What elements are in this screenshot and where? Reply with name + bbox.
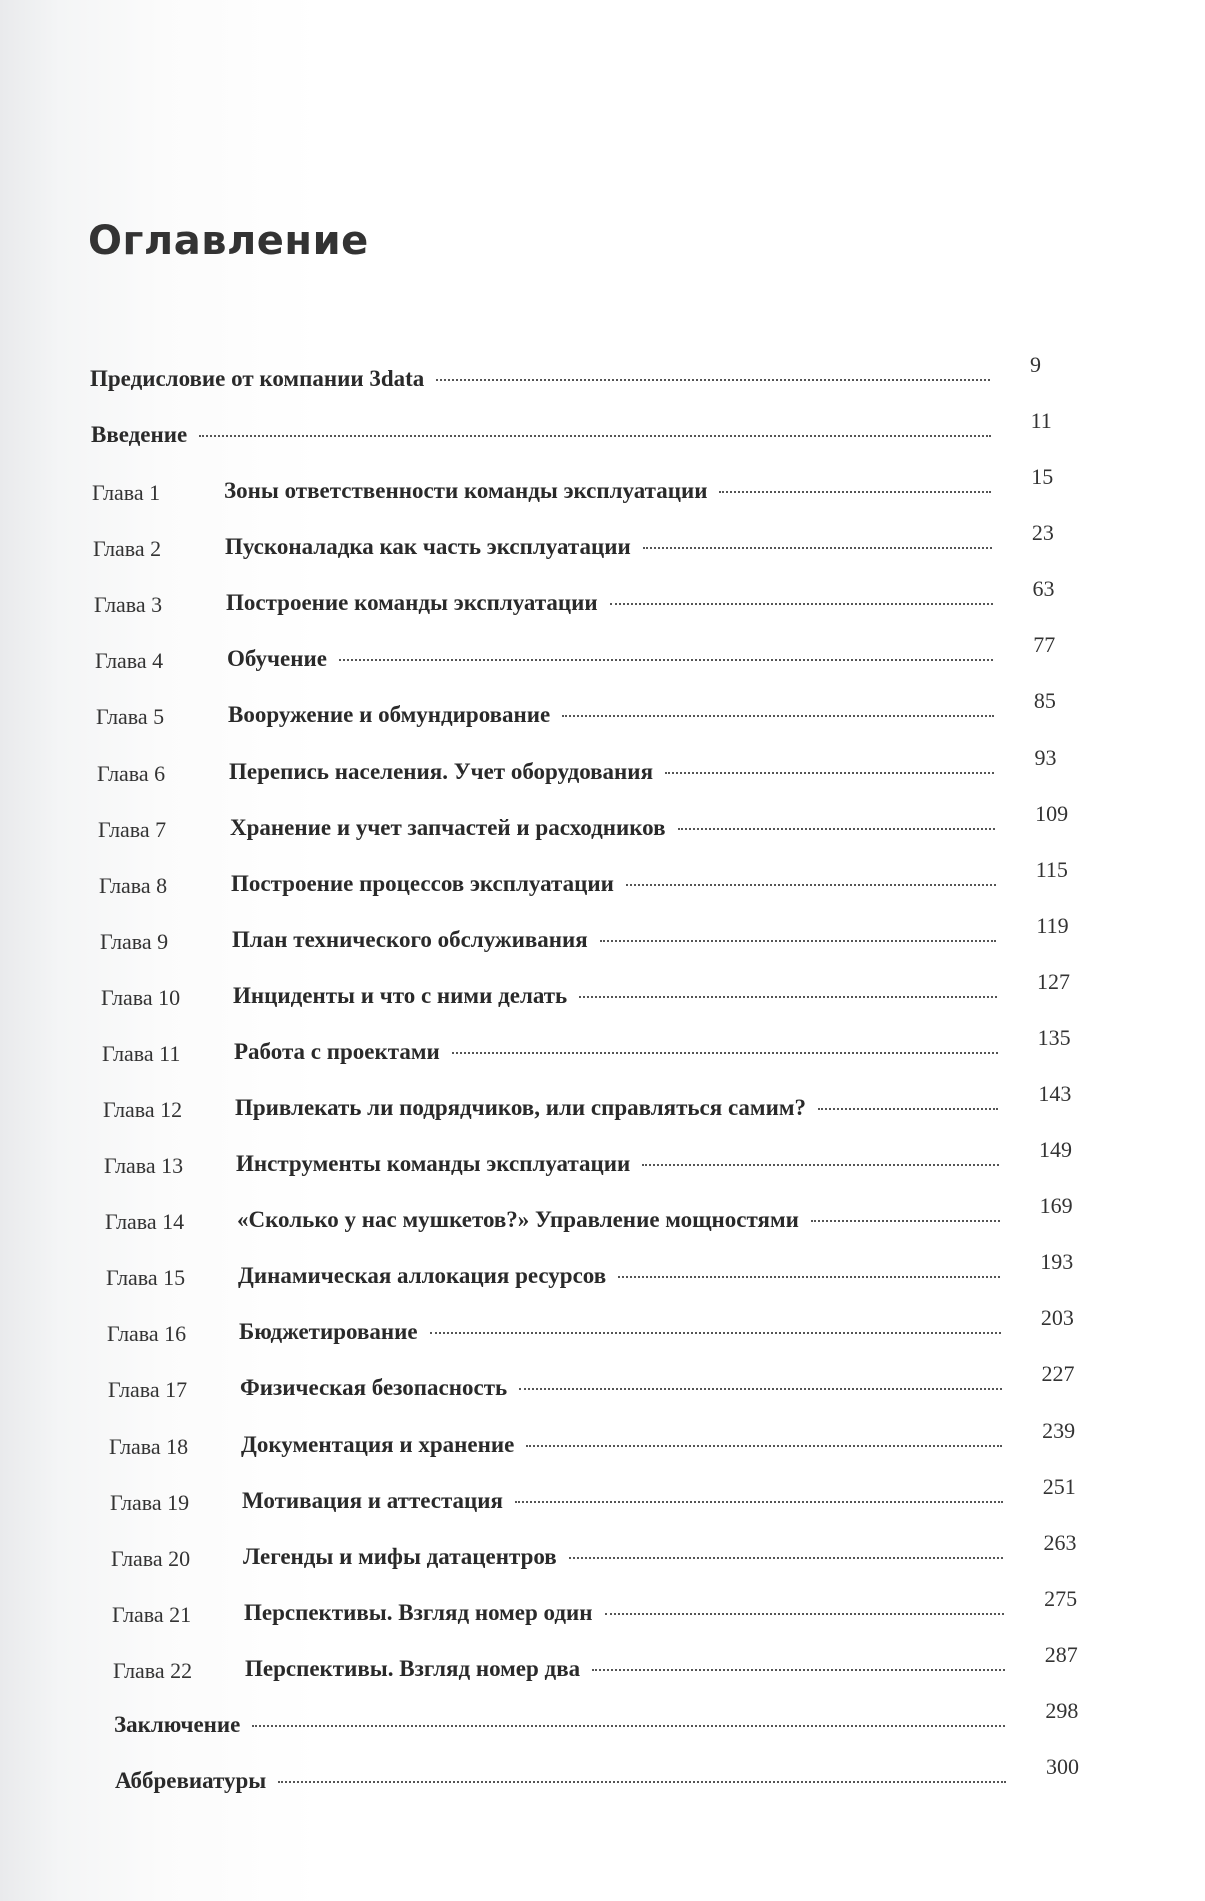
- entry-title[interactable]: Предисловие от компании 3data: [90, 366, 425, 391]
- page-number: 23: [1031, 520, 1054, 546]
- chapter-label: Глава 6: [97, 760, 166, 786]
- toc-entry[interactable]: [0, 408, 1205, 458]
- page-number: 203: [1040, 1305, 1074, 1331]
- dot-leader: [605, 1610, 1005, 1615]
- page-number: 15: [1031, 464, 1054, 490]
- entry-title[interactable]: Динамическая аллокация ресурсов: [238, 1263, 607, 1289]
- entry-title[interactable]: Построение команды эксплуатации: [226, 590, 598, 616]
- chapter-label: Глава 16: [107, 1321, 187, 1347]
- chapter-label: Глава 14: [105, 1209, 185, 1235]
- dot-leader: [526, 1442, 1002, 1447]
- chapter-label: Глава 8: [99, 872, 168, 898]
- entry-title[interactable]: Введение: [91, 422, 188, 448]
- page-number: 300: [1046, 1754, 1079, 1779]
- dot-leader: [818, 1105, 998, 1110]
- entry-title[interactable]: Перспективы. Взгляд номер один: [244, 1599, 593, 1625]
- toc-entry[interactable]: [0, 632, 1205, 682]
- dot-leader: [610, 600, 993, 605]
- toc-entry[interactable]: [0, 1249, 1205, 1299]
- toc-entry[interactable]: [0, 1697, 1205, 1748]
- entry-title[interactable]: «Сколько у нас мушкетов?» Управление мощностями: [237, 1207, 799, 1233]
- chapter-label: Глава 2: [93, 536, 162, 562]
- toc-entry[interactable]: [0, 688, 1205, 738]
- entry-title[interactable]: Пусконаладка как часть эксплуатации: [225, 534, 631, 560]
- page-number: 127: [1037, 968, 1071, 994]
- page-number: 77: [1033, 632, 1056, 658]
- entry-title[interactable]: Привлекать ли подрядчиков, или справляться самим?: [235, 1095, 807, 1121]
- dot-leader: [515, 1498, 1003, 1503]
- chapter-label: Глава 20: [111, 1545, 191, 1571]
- entry-title[interactable]: Вооружение и обмундирование: [228, 702, 551, 728]
- page-number: 275: [1044, 1585, 1078, 1611]
- dot-leader: [665, 769, 994, 774]
- toc-entry[interactable]: [0, 1137, 1205, 1187]
- dot-leader: [519, 1385, 1001, 1390]
- page-number: 149: [1038, 1137, 1072, 1163]
- toc-entry[interactable]: [0, 1193, 1205, 1243]
- dot-leader: [562, 712, 994, 717]
- entry-title[interactable]: План технического обслуживания: [232, 926, 588, 952]
- entry-title[interactable]: Перепись населения. Учет оборудования: [229, 758, 654, 784]
- chapter-label: Глава 12: [103, 1097, 183, 1123]
- entry-title[interactable]: Инциденты и что с ними делать: [233, 982, 568, 1008]
- entry-title[interactable]: Работа с проектами: [234, 1038, 440, 1064]
- dot-leader: [579, 993, 997, 998]
- dot-leader: [643, 544, 992, 549]
- toc-entry[interactable]: [0, 520, 1205, 570]
- page-number: 263: [1043, 1529, 1077, 1555]
- entry-title[interactable]: Документация и хранение: [241, 1431, 515, 1457]
- toc-entry[interactable]: [0, 1529, 1205, 1580]
- chapter-label: Глава 17: [108, 1377, 188, 1403]
- chapter-label: Глава 15: [106, 1265, 186, 1291]
- toc-entry[interactable]: [0, 1305, 1205, 1355]
- entry-title[interactable]: Обучение: [227, 646, 327, 672]
- page-number: 251: [1042, 1473, 1076, 1499]
- toc-entry[interactable]: [0, 744, 1205, 795]
- page-number: 109: [1035, 800, 1069, 826]
- entry-title[interactable]: Аббревиатуры: [115, 1768, 267, 1793]
- dot-leader: [618, 1273, 1000, 1278]
- page-number: 135: [1037, 1024, 1071, 1050]
- page-number: 239: [1042, 1417, 1076, 1443]
- dot-leader: [592, 1666, 1005, 1671]
- toc-entry[interactable]: [0, 1081, 1205, 1131]
- page-number: 227: [1041, 1361, 1075, 1387]
- page-title: Оглавление: [88, 218, 369, 264]
- page-number: 193: [1040, 1249, 1074, 1275]
- dot-leader: [452, 1049, 998, 1054]
- dot-leader: [436, 376, 990, 381]
- dot-leader: [811, 1217, 1000, 1222]
- toc-entry[interactable]: [0, 1585, 1205, 1636]
- page-number: 11: [1030, 408, 1052, 434]
- toc-entry[interactable]: [0, 576, 1205, 626]
- toc-entry[interactable]: [0, 352, 1205, 402]
- page-number: 63: [1032, 576, 1055, 602]
- page-number: 119: [1036, 912, 1069, 938]
- entry-title[interactable]: Перспективы. Взгляд номер два: [245, 1655, 581, 1681]
- entry-title[interactable]: Зоны ответственности команды эксплуатации: [224, 478, 708, 504]
- toc-entry[interactable]: [0, 1473, 1205, 1524]
- chapter-label: Глава 4: [95, 648, 164, 674]
- page-number: 115: [1035, 856, 1068, 882]
- chapter-label: Глава 13: [104, 1153, 184, 1179]
- chapter-label: Глава 9: [100, 928, 169, 954]
- toc-entry[interactable]: [0, 1641, 1205, 1692]
- dot-leader: [339, 656, 993, 661]
- entry-title[interactable]: Заключение: [114, 1711, 241, 1737]
- toc-entry[interactable]: [0, 1361, 1205, 1411]
- chapter-label: Глава 18: [109, 1433, 189, 1459]
- page-number: 143: [1038, 1081, 1072, 1107]
- dot-leader: [430, 1329, 1001, 1334]
- page-number: 85: [1033, 688, 1056, 714]
- toc-entry[interactable]: [0, 968, 1205, 1019]
- entry-title[interactable]: Хранение и учет запчастей и расходников: [230, 814, 666, 840]
- entry-title[interactable]: Легенды и мифы датацентров: [243, 1543, 557, 1569]
- dot-leader: [199, 432, 990, 437]
- toc-entry[interactable]: [0, 800, 1205, 851]
- page-number: 287: [1044, 1641, 1078, 1667]
- entry-title[interactable]: Физическая безопасность: [240, 1375, 508, 1401]
- dot-leader: [642, 1161, 999, 1166]
- page-number: 9: [1030, 352, 1041, 377]
- chapter-label: Глава 11: [102, 1040, 181, 1066]
- dot-leader: [569, 1554, 1004, 1559]
- chapter-label: Глава 7: [98, 816, 167, 842]
- chapter-label: Глава 19: [110, 1489, 190, 1515]
- page-number: 93: [1034, 744, 1057, 770]
- entry-title[interactable]: Инструменты команды эксплуатации: [236, 1151, 631, 1177]
- toc-entry[interactable]: [0, 912, 1205, 963]
- dot-leader: [600, 937, 997, 942]
- entry-title[interactable]: Мотивация и аттестация: [242, 1487, 503, 1513]
- chapter-label: Глава 21: [112, 1601, 192, 1627]
- dot-leader: [719, 488, 991, 493]
- dot-leader: [678, 825, 996, 830]
- toc-entry[interactable]: [0, 1417, 1205, 1468]
- page-number: 169: [1039, 1193, 1073, 1219]
- chapter-label: Глава 3: [94, 592, 163, 618]
- chapter-label: Глава 10: [101, 984, 181, 1010]
- toc-entry[interactable]: [0, 1754, 1205, 1804]
- dot-leader: [252, 1722, 1005, 1727]
- chapter-label: Глава 22: [113, 1657, 193, 1683]
- dot-leader: [278, 1778, 1006, 1783]
- entry-title[interactable]: Построение процессов эксплуатации: [231, 870, 614, 896]
- entry-title[interactable]: Бюджетирование: [239, 1319, 418, 1345]
- toc-entry[interactable]: [0, 464, 1205, 514]
- page-number: 298: [1045, 1697, 1079, 1723]
- toc-entry[interactable]: [0, 856, 1205, 907]
- chapter-label: Глава 5: [96, 704, 165, 730]
- toc-entry[interactable]: [0, 1024, 1205, 1075]
- dot-leader: [626, 881, 996, 886]
- chapter-label: Глава 1: [92, 480, 161, 506]
